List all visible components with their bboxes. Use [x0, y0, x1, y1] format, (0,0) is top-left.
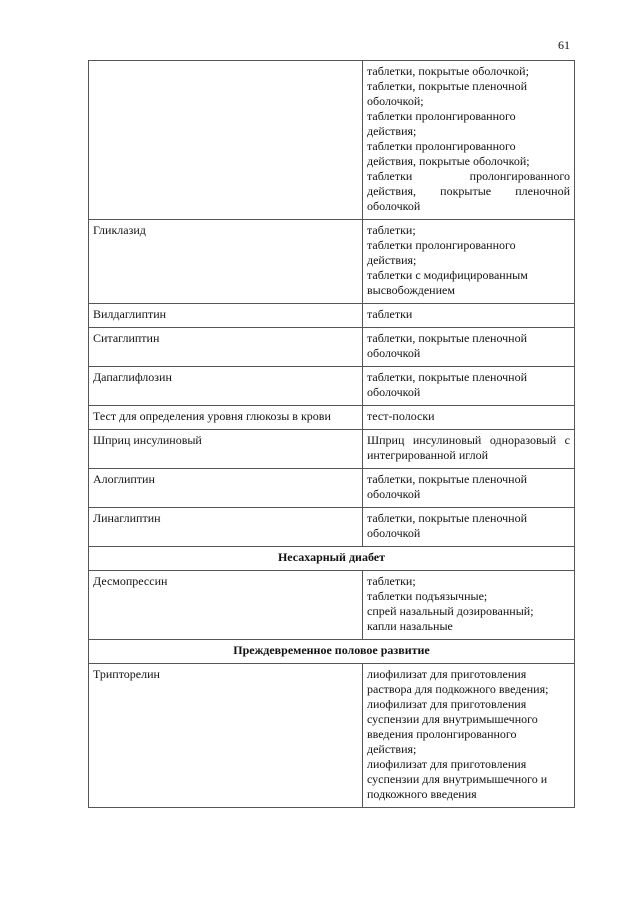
dosage-form-line: оболочкой — [367, 199, 421, 213]
drug-name-cell: Дапаглифлозин — [89, 367, 363, 406]
dosage-form-line: оболочкой; — [367, 94, 424, 108]
dosage-form-line: действия, покрытые пленочной — [367, 184, 570, 198]
drug-name-cell: Гликлазид — [89, 220, 363, 304]
section-header-row — [89, 640, 575, 664]
dosage-form-line: капли назальные — [367, 619, 453, 633]
drug-table-body — [89, 61, 575, 808]
drug-name-cell: Вилдаглиптин — [89, 304, 363, 328]
dosage-form-line: действия; — [367, 253, 417, 267]
dosage-form-line: таблетки, покрытые пленочной — [367, 370, 528, 384]
table-row — [89, 664, 575, 808]
dosage-form-line: действия, покрытые оболочкой; — [367, 154, 530, 168]
dosage-form-line: таблетки, покрытые оболочкой; — [367, 64, 529, 78]
dosage-form-line: оболочкой — [367, 385, 421, 399]
dosage-form-line: суспензии для внутримышечного — [367, 712, 538, 726]
dosage-form-cell — [363, 304, 575, 328]
dosage-form-cell — [363, 430, 575, 469]
table-row — [89, 328, 575, 367]
drug-name-cell: Трипторелин — [89, 664, 363, 808]
dosage-form-line: таблетки подъязычные; — [367, 589, 488, 603]
dosage-form-line: лиофилизат для приготовления — [367, 697, 527, 711]
table-row — [89, 220, 575, 304]
dosage-form-line: таблетки; — [367, 574, 416, 588]
table-row — [89, 367, 575, 406]
drug-name-cell: Ситаглиптин — [89, 328, 363, 367]
dosage-form-cell — [363, 61, 575, 220]
dosage-form-line: таблетки пролонгированного — [367, 139, 516, 153]
dosage-form-line: тест-полоски — [367, 409, 435, 423]
dosage-form-line: таблетки пролонгированного — [367, 238, 516, 252]
dosage-form-line: действия; — [367, 742, 417, 756]
dosage-form-line: действия; — [367, 124, 417, 138]
dosage-form-line: таблетки, покрытые пленочной — [367, 472, 528, 486]
dosage-form-cell — [363, 328, 575, 367]
table-row — [89, 430, 575, 469]
dosage-form-line: интегрированной иглой — [367, 448, 489, 462]
section-title: Преждевременное половое развитие — [89, 640, 575, 664]
dosage-form-line: лиофилизат для приготовления — [367, 757, 527, 771]
dosage-form-line: оболочкой — [367, 487, 421, 501]
dosage-form-line: таблетки, покрытые пленочной — [367, 79, 528, 93]
table-row — [89, 304, 575, 328]
dosage-form-line: таблетки — [367, 307, 413, 321]
dosage-form-cell — [363, 508, 575, 547]
dosage-form-line: введения пролонгированного — [367, 727, 517, 741]
dosage-form-cell — [363, 220, 575, 304]
drug-name-cell — [89, 61, 363, 220]
dosage-form-line: лиофилизат для приготовления — [367, 667, 527, 681]
dosage-form-line: таблетки пролонгированного — [367, 109, 516, 123]
page-number: 61 — [558, 38, 570, 52]
dosage-form-cell — [363, 571, 575, 640]
drug-name-cell: Десмопрессин — [89, 571, 363, 640]
dosage-form-cell — [363, 406, 575, 430]
dosage-form-line: подкожного введения — [367, 787, 477, 801]
dosage-form-cell — [363, 664, 575, 808]
dosage-form-line: оболочкой — [367, 346, 421, 360]
dosage-form-line: таблетки, покрытые пленочной — [367, 331, 528, 345]
dosage-form-line: высвобождением — [367, 283, 455, 297]
dosage-form-line: таблетки; — [367, 223, 416, 237]
table-row — [89, 406, 575, 430]
dosage-form-line: раствора для подкожного введения; — [367, 682, 549, 696]
drug-table — [88, 60, 575, 808]
drug-name-cell: Тест для определения уровня глюкозы в крови — [89, 406, 363, 430]
table-row — [89, 61, 575, 220]
section-title: Несахарный диабет — [89, 547, 575, 571]
dosage-form-line: суспензии для внутримышечного и — [367, 772, 548, 786]
drug-name-cell: Линаглиптин — [89, 508, 363, 547]
dosage-form-line: таблетки с модифицированным — [367, 268, 528, 282]
table-row — [89, 469, 575, 508]
table-row — [89, 508, 575, 547]
section-header-row — [89, 547, 575, 571]
dosage-form-line: Шприц инсулиновый одноразовый с — [367, 433, 570, 447]
dosage-form-line: спрей назальный дозированный; — [367, 604, 534, 618]
drug-name-cell: Алоглиптин — [89, 469, 363, 508]
dosage-form-cell — [363, 367, 575, 406]
dosage-form-line: оболочкой — [367, 526, 421, 540]
dosage-form-line: таблетки пролонгированного — [367, 169, 570, 183]
drug-name-cell: Шприц инсулиновый — [89, 430, 363, 469]
dosage-form-cell — [363, 469, 575, 508]
dosage-form-line: таблетки, покрытые пленочной — [367, 511, 528, 525]
table-row — [89, 571, 575, 640]
